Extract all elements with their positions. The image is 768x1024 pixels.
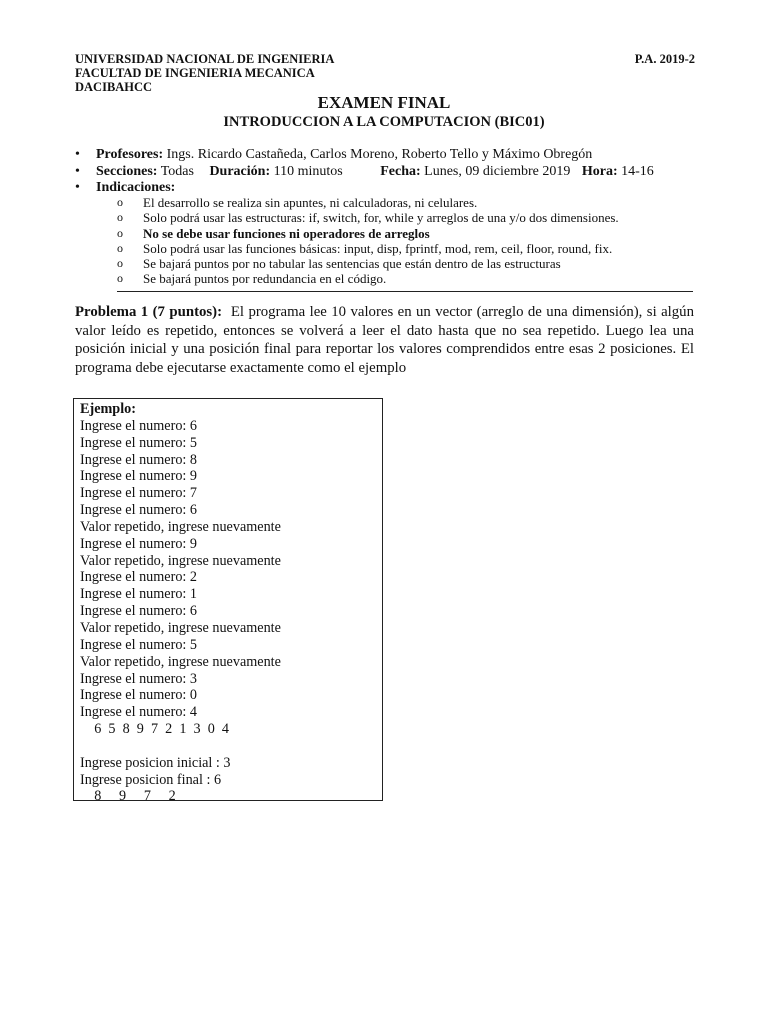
problem-1	[75, 303, 694, 377]
profesores-value: Ings. Ricardo Castañeda, Carlos Moreno, Roberto Tello y Máximo Obregón	[166, 147, 593, 162]
example-line: Ingrese el numero: 5	[80, 636, 198, 653]
university-name: UNIVERSIDAD NACIONAL DE INGENIERIA	[75, 52, 335, 66]
example-line: Ingrese el numero: 7	[80, 485, 198, 502]
example-line: Valor repetido, ingrese nuevamente	[80, 653, 281, 670]
example-line: Ingrese el numero: 9	[80, 468, 198, 485]
example-line: Ingrese el numero: 5	[80, 434, 198, 451]
indicacion-item: o Se bajará puntos por redundancia en el código.	[117, 271, 387, 287]
info-secciones	[75, 164, 654, 181]
bullet-icon: •	[75, 180, 80, 195]
example-line: Ingrese el numero: 4	[80, 704, 198, 721]
problem-1-label: Problema 1 (7 puntos):	[75, 304, 223, 320]
bullet-icon: •	[75, 147, 80, 162]
exam-info-list	[75, 147, 654, 197]
problem-1-text: El programa lee 10 valores en un vector (arreglo de una dimensión), si algún valor leído es repetido, entonces se volverá a leer el dato hasta que no sea repetido. Luego lea una posición inicial y una posición final para reportar los valores comprendidos entre esas 2 posiciones. El programa debe ejecutarse exactamente como el ejemplo	[75, 304, 694, 376]
indicaciones-list	[117, 195, 619, 287]
circle-bullet-icon: o	[117, 225, 123, 240]
exam-title: EXAMEN FINAL	[317, 93, 451, 112]
academic-period: P.A. 2019-2	[634, 52, 695, 66]
indicacion-item: o Se bajará puntos por no tabular las sentencias que están dentro de las estructuras	[117, 256, 561, 272]
example-output-box	[73, 398, 383, 805]
circle-bullet-icon: o	[117, 256, 123, 271]
indicacion-item: o No se debe usar funciones ni operadores de arreglos	[117, 225, 430, 241]
hora-label: Hora:	[581, 163, 618, 179]
example-line: Ingrese el numero: 6	[80, 502, 198, 519]
example-line: Ingrese el numero: 9	[80, 535, 198, 552]
indicaciones-label: Indicaciones:	[96, 180, 176, 195]
example-line: Ingrese el numero: 0	[80, 687, 198, 704]
info-profesores	[75, 147, 654, 164]
example-line: Valor repetido, ingrese nuevamente	[80, 619, 281, 636]
circle-bullet-icon: o	[117, 240, 123, 255]
duracion-value: 110 minutos	[273, 163, 343, 179]
example-line: Ingrese el numero: 3	[80, 670, 198, 687]
hora-value: 14-16	[621, 163, 654, 179]
example-line: Valor repetido, ingrese nuevamente	[80, 552, 281, 569]
course-title: INTRODUCCION A LA COMPUTACION (BIC01)	[223, 114, 545, 130]
indicacion-item: o Solo podrá usar las estructuras: if, switch, for, while y arreglos de una y/o dos dimensiones.	[117, 210, 619, 226]
example-line: Ingrese el numero: 1	[80, 586, 198, 603]
institution-header	[75, 52, 334, 94]
indicacion-item: o Solo podrá usar las funciones básicas: input, disp, fprintf, mod, rem, ceil, floor, round, fix.	[117, 240, 613, 256]
example-line: Ingrese el numero: 2	[80, 569, 198, 586]
example-line: Ingrese el numero: 6	[80, 417, 198, 434]
faculty-name: FACULTAD DE INGENIERIA MECANICA	[75, 66, 315, 80]
example-label: Ejemplo:	[80, 401, 136, 417]
example-vector-output: 6 5 8 9 7 2 1 3 0 4	[80, 721, 229, 738]
department-name: DACIBAHCC	[75, 80, 153, 94]
indicacion-item: o El desarrollo se realiza sin apuntes, ni calculadoras, ni celulares.	[117, 195, 478, 210]
example-line: Ingrese posicion final : 6	[80, 771, 222, 788]
secciones-value: Todas	[160, 163, 194, 179]
circle-bullet-icon: o	[117, 210, 123, 225]
example-range-output: 8 9 7 2	[80, 788, 176, 805]
example-line: Ingrese posicion inicial : 3	[80, 754, 231, 771]
example-line: Valor repetido, ingrese nuevamente	[80, 518, 281, 535]
example-line: Ingrese el numero: 8	[80, 451, 198, 468]
secciones-label: Secciones:	[96, 163, 158, 179]
profesores-label: Profesores:	[96, 147, 164, 162]
circle-bullet-icon: o	[117, 271, 123, 286]
example-blank-line	[80, 738, 376, 755]
duracion-label: Duración:	[209, 163, 271, 179]
section-divider	[117, 291, 693, 292]
example-line: Ingrese el numero: 6	[80, 603, 198, 620]
fecha-value: Lunes, 09 diciembre 2019	[424, 163, 571, 179]
circle-bullet-icon: o	[117, 195, 123, 209]
bullet-icon: •	[75, 163, 80, 179]
fecha-label: Fecha:	[380, 163, 421, 179]
